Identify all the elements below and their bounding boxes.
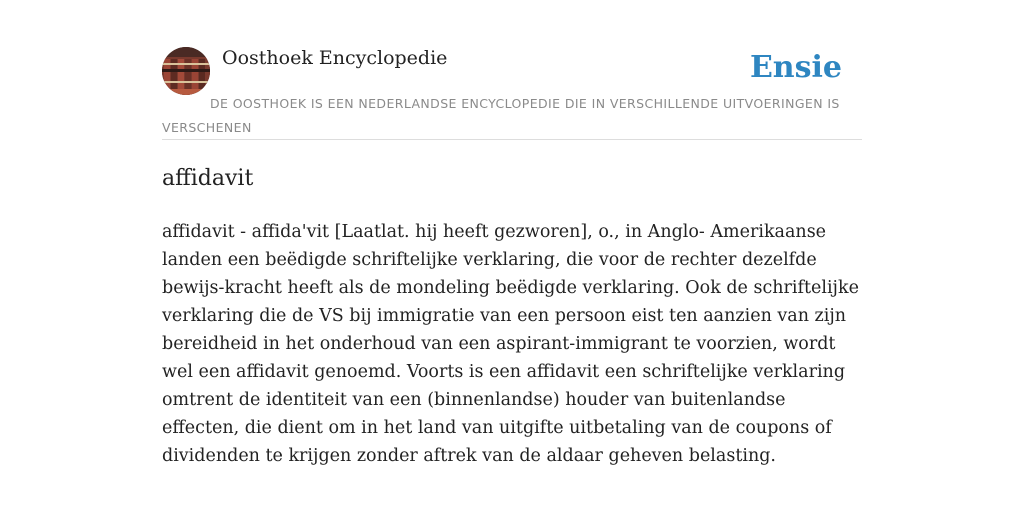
brand-logo[interactable]: Ensie xyxy=(749,50,842,85)
encyclopedia-books-icon[interactable] xyxy=(162,47,210,95)
entry-body: affidavit - affida'vit [Laatlat. hij heeft gezworen], o., in Anglo- Amerikaanse landen een beëdigde schriftelijke verklaring, die voor de rechter dezelfde bewijs-kracht heeft als de mondeling beëdigde verklaring. Ook de schriftelijke verklaring die de VS bij immigratie van een persoon eist ten aanzien van zijn bereidheid in het onderhoud van een aspirant-immigrant te voorzien, wordt wel een affidavit genoemd. Voorts is een affidavit een schriftelijke verklaring omtrent de identiteit van een (binnenlandse) houder van buitenlandse effecten, die dient om in het land van uitgifte uitbetaling van de coupons of dividenden te krijgen zonder aftrek van de aldaar geheven belasting. xyxy=(162,222,859,466)
source-header xyxy=(162,44,862,140)
source-name[interactable]: Oosthoek Encyclopedie xyxy=(222,47,448,69)
source-tagline: DE OOSTHOEK IS EEN NEDERLANDSE ENCYCLOPEDIE DIE IN VERSCHILLENDE UITVOERINGEN IS VERSCHENEN xyxy=(162,96,840,135)
entry-card xyxy=(162,44,862,470)
entry-title: affidavit xyxy=(162,166,254,191)
